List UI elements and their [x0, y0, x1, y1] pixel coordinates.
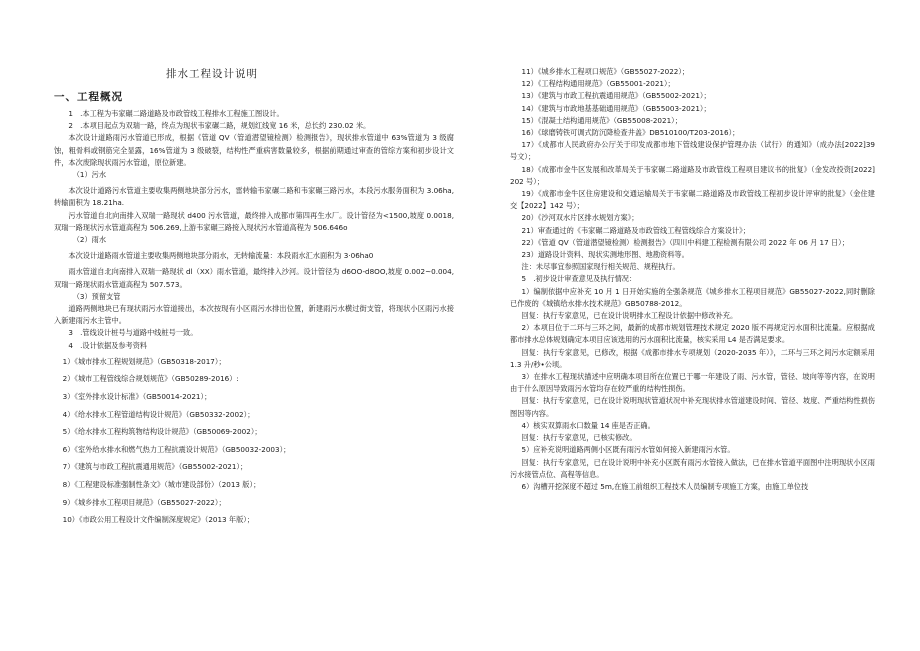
reference-item: 13）《建筑与市政工程抗震通用规范》（GB55002-2021）； — [521, 91, 711, 101]
reference-item: 20）《沙河双水片区排水规划方案》； — [521, 213, 639, 223]
reference-item: 8）《工程建设标准强制性条文》（城市建设部份）（2013 版）； — [62, 480, 261, 490]
reference-item: 17）《成都市人民政府办公厅关于印发成都市地下管线建设保护管理办法（试行）的通知》（成办法[2022]39 号文）； — [510, 140, 875, 162]
reference-item: 23）道路设计资料、现状实测地形图、地勘资料等。 — [521, 250, 689, 260]
reference-item: 15）《混凝土结构通用规范》（GB55008-2021）； — [521, 115, 682, 125]
reference-item: 5）《给水排水工程构筑物结构设计规范》（GB50069-2002）； — [62, 427, 262, 437]
left-column — [54, 66, 454, 532]
paragraph-project-scope: 1 .本工程为韦家碾二路道路及市政管线工程排水工程施工图设计。 — [68, 109, 284, 118]
section-heading-overview: 一、工程概况 — [54, 91, 123, 103]
review-item: 5）应补充说明道路两侧小区既有雨污水管如何接入新建雨污水管。 — [521, 445, 735, 455]
reference-item: 3）《室外排水设计标准》（GB50014-2021）； — [62, 392, 212, 402]
review-item: 2）本项目位于二环与三环之间，最新的成都市规划管理技术规定 2020 版不再规定污水面积比流量。应根据成都市排水总体规划确定本项目应该选用的污水面积比流量，核实采用 L4 是否满足要求。 — [510, 323, 875, 345]
review-item: 3）在排水工程现状描述中应明确本项目所在位置已于哪一年建设了雨、污水管，管径、坡向等等内容，在说明由于什么原因导致雨污水管均存在较严重的结构性损伤。 — [510, 372, 875, 394]
paragraph-rain-area: 本次设计道路雨水管道主要收集两侧地块部分雨水，无转输流量：本段雨水汇水面积为 3·06ha0 — [68, 251, 374, 261]
review-item: 4）核实双算雨水口数量 14 座是否正确。 — [521, 420, 655, 430]
reference-item: 14）《建筑与市政地基基础通用规范》（GB55003-2021）； — [521, 103, 711, 113]
reference-item: 7）《建筑与市政工程抗震通用规范》（GB55002-2021）； — [62, 462, 248, 472]
reference-item: 12）《工程结构通用规范》（GB55001-2021）； — [521, 79, 675, 89]
paragraph-design-basis: 4 .设计依据及参考资料 — [68, 340, 148, 350]
paragraph-sewage-area: 本次设计道路污水管道主要收集两侧地块部分污水，雷转输韦家碾二路和韦家碾三路污水，本段污水服务面积为 3.06ha,转输面积为 18.21ha. — [54, 186, 454, 208]
reference-item: 10）《市政公用工程设计文件编制深度规定》（2013 年版）； — [62, 515, 255, 525]
reference-item: 6）《室外给水排水和燃气热力工程抗震设计规范》（GB50032-2003）； — [62, 444, 291, 454]
reference-item: 18）《成都市金牛区发展和改革局关于韦家碾二路道路及市政管线工程项目建议书的批复》（金发改投资[2022]202 号）； — [510, 164, 875, 186]
reference-item: 2）《城市工程管线综合规划规范》（GB50289-2016）: — [62, 374, 239, 384]
review-item: 1）编制依据中应补充 10 月 1 日开始实施的全强条规范《城乡排水工程项目规范》GB55027-2022,同时删除已作废的《城镇给水排水技术规范》GB50788-2012。 — [510, 286, 875, 308]
right-column — [510, 66, 875, 493]
heading-reserved-branch: （3）预留支管 — [72, 291, 121, 301]
paragraph-reserved-branch: 道路两侧地块已有现状雨污水管道接出，本次按现有小区雨污水排出位置，新建雨污水横过街支管，将现状小区雨污水接入新建雨污水主管中。 — [54, 304, 454, 326]
reference-item: 4）《给水排水工程管道结构设计规范》（GB50332-2002）； — [62, 409, 255, 419]
document-title: 排水工程设计说明 — [166, 68, 258, 80]
review-reply: 回复：执行专家意见，已修改，根据《成都市排水专项规划（2020-2035 年）》，二环与三环之间污水定额采用 1.3 升/秒•公顷。 — [510, 347, 875, 369]
reference-item: 9）《城乡排水工程项目规范》（GB55027-2022）； — [62, 497, 226, 507]
review-reply: 回复：执行专家意见，已核实修改。 — [521, 433, 637, 443]
paragraph-chainage: 3 .管线设计桩号与道路中线桩号一致。 — [68, 328, 198, 338]
paragraph-review-opinions: 5 .初步设计审查意见及执行情况： — [521, 274, 637, 284]
reference-item: 21）审查通过的《韦家碾二路道路及市政管线工程管线综合方案设计》； — [521, 225, 750, 235]
reference-item: 1）《城市排水工程规划规范》（GB50318-2017）； — [62, 356, 226, 366]
paragraph-rain-pipe: 雨水管道自北向南排入双瑞一路现状 dl（XX）雨水管道，最终排入沙河。设计管径为 d6OO-d8OO,坡度 0.002~0.004,双瑞一路现状雨水管道高程为 507.573。 — [54, 267, 454, 289]
note-line: 注：未尽事宜参照国家现行相关规范、规程执行。 — [521, 262, 680, 272]
reference-item: 16）《球磨铸铁可调式防沉降检查井盖》DB510100/T203-2016）； — [521, 128, 740, 138]
review-reply: 回复：执行专家意见，已在设计说明现状管道状况中补充现状排水管道建设时间、管径、坡度、严重结构性损伤图因等内容。 — [510, 396, 875, 418]
reference-item: 11）《城乡排水工程项口规范》（GB55027-2022）； — [521, 67, 690, 76]
review-reply: 回复：执行专家意见，已在设计说明排水工程设计依据中修改补充。 — [521, 311, 738, 321]
reference-item: 22）《管道 QV（管道潜望镜检测）检测报告》（四川中科建工程检测有限公司 2022 年 06 月 17 日）； — [521, 237, 849, 247]
heading-sewage: （1）污水 — [72, 170, 107, 180]
heading-rainwater: （2）雨水 — [72, 235, 107, 245]
paragraph-sewage-pipe: 污水管道自北向南排入双瑞一路现状 d400 污水管道，最终排入成都市第四再生水厂。设计管径为<1500,坡度 0.0018,双瑞一路现状污水管道高程为 506.269,上游韦家碾三路接入现状污水管道高程为 506.646o — [54, 210, 454, 232]
review-reply: 回复：执行专家意见，已在设计说明中补充小区既有雨污水管接入做法，已在排水管道平面图中注明现状小区雨污水接管点位、高程等信息。 — [510, 457, 875, 479]
review-item: 6）沟槽开挖深度不超过 5m,在施工前组织工程技术人员编制专项施工方案，由施工单位技 — [521, 481, 809, 491]
paragraph-project-extent: 2 .本项目起点为双瑞一路，终点为现状韦家碾二路，规划红线宽 16 米，总长约 230.02 米。 — [68, 121, 371, 131]
reference-item: 19）《成都市金牛区住房建设和交通运输局关于韦家碾二路道路及市政管线工程初步设计评审的批复》（金住建交【2022】142 号）； — [510, 189, 875, 211]
paragraph-existing-condition: 本次设计道路雨污水管道已形成，根据《管道 QV（管道潜望镜检测）检测报告》，现状排水管道中 63%管道为 3 级腐蚀，粗骨料或钢筋完全显露，16%管道为 3 级破裂，结构性严重病害数量较多，根据前期通过审查的管综方案和初步设计文件，本次废除现状雨污水管道，原位新建。 — [54, 133, 454, 167]
